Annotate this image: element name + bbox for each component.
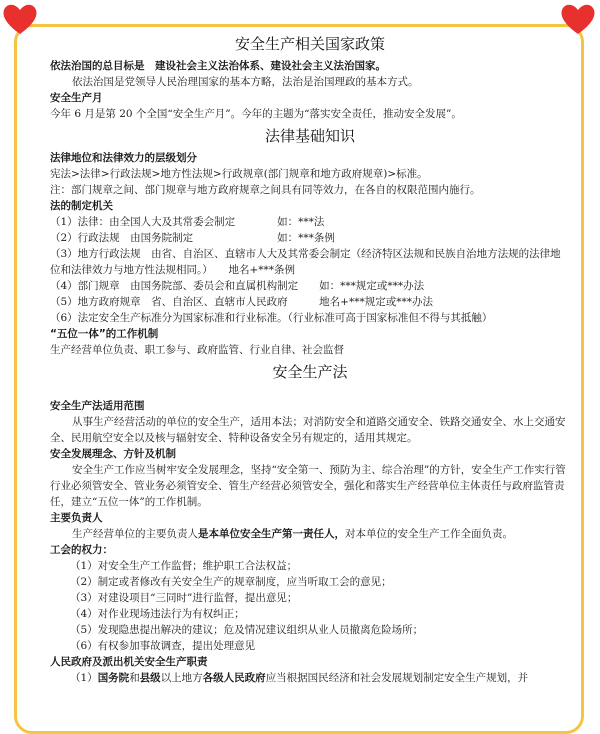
scope-heading: 安全生产法适用范围 bbox=[50, 400, 145, 412]
text: 应当根据国民经济和社会发展规划制定安全生产规划，并 bbox=[265, 672, 529, 684]
list-item: （3）对建设项目“三同时”进行监督，提出意见； bbox=[70, 592, 298, 604]
hierarchy-note: 注：部门规章之间、部门规章与地方政府规章之间具有同等效力，在各自的权限范围内施行。 bbox=[50, 184, 481, 196]
section-title: 安全生产相关国家政策 bbox=[234, 35, 385, 53]
section-title: 法律基础知识 bbox=[264, 127, 355, 145]
leader-text: 生产经营单位的主要负责人 bbox=[72, 528, 198, 540]
organ-heading: 法的制定机关 bbox=[50, 200, 113, 212]
hierarchy-heading: 法律地位和法律效力的层级划分 bbox=[50, 152, 197, 164]
leader-text: 对本单位的安全生产工作全面负责。 bbox=[345, 528, 513, 540]
safety-month-description: 今年 6 月是第 20 个全国“安全生产月”。今年的主题为“落实安全责任，推动安全发展”。 bbox=[50, 108, 462, 120]
section-title: 安全生产法 bbox=[272, 363, 348, 381]
list-item: （6）有权参加事故调查，提出处理意见 bbox=[70, 640, 256, 652]
item-number: （1） bbox=[70, 672, 98, 684]
list-item: （5）地方政府规章 省、自治区、直辖市人民政府 地名+***规定或***办法 bbox=[50, 296, 433, 308]
emphasis: 各级人民政府 bbox=[202, 672, 266, 684]
scope-description: 从事生产经营活动的单位的安全生产，适用本法；对消防安全和道路交通安全、铁路交通安全、水上交通安全、民用航空安全以及核与辐射安全、特种设备安全另有规定的，适用其规定。 bbox=[50, 416, 566, 444]
heart-icon bbox=[2, 2, 38, 36]
hierarchy-line: 宪法>法律>行政法规>地方性法规>行政规章(部门规章和地方政府规章)>标准。 bbox=[50, 168, 428, 180]
government-item bbox=[50, 670, 570, 686]
leader-description bbox=[50, 526, 570, 542]
government-heading: 人民政府及派出机关安全生产职责 bbox=[50, 656, 208, 668]
list-item: （4）部门规章 由国务院部、委员会和直属机构制定 如：***规定或***办法 bbox=[50, 280, 425, 292]
list-item: （6）法定安全生产标准分为国家标准和行业标准。（行业标准可高于国家标准但不得与其抵触） bbox=[50, 312, 493, 324]
document-content bbox=[50, 34, 570, 686]
five-in-one-description: 生产经营单位负责、职工参与、政府监管、行业自律、社会监督 bbox=[50, 344, 344, 356]
text: 以上地方 bbox=[160, 672, 203, 684]
list-item: （2）行政法规 由国务院制定 如：***条例 bbox=[50, 232, 335, 244]
list-item: （4）对作业现场违法行为有权纠正； bbox=[70, 608, 245, 620]
goal-description: 依法治国是党领导人民治理国家的基本方略，法治是治国理政的基本方式。 bbox=[72, 76, 419, 88]
text: 和 bbox=[129, 672, 140, 684]
leader-emphasis: 是本单位安全生产第一责任人， bbox=[198, 528, 345, 540]
heart-icon bbox=[560, 2, 596, 36]
list-item: （1）对安全生产工作监督；维护职工合法权益； bbox=[70, 560, 298, 572]
leader-heading: 主要负责人 bbox=[50, 512, 103, 524]
emphasis: 县级 bbox=[139, 672, 161, 684]
concept-description: 安全生产工作应当树牢安全发展理念，坚持“安全第一、预防为主、综合治理”的方针，安全生产工作实行管行业必须管安全、管业务必须管安全、管生产经营必须管安全，强化和落实生产经营单位主体责任与政府监管责任，建立“五位一体”的工作机制。 bbox=[50, 464, 566, 508]
goal-line: 依法治国的总目标是 建设社会主义法治体系、建设社会主义法治国家。 bbox=[50, 60, 386, 72]
concept-heading: 安全发展理念、方针及机制 bbox=[50, 448, 176, 460]
list-item: （5）发现隐患提出解决的建议；危及情况建议组织从业人员撤离危险场所； bbox=[70, 624, 424, 636]
list-item: （2）制定或者修改有关安全生产的规章制度，应当听取工会的意见； bbox=[70, 576, 392, 588]
emphasis: 国务院 bbox=[97, 672, 130, 684]
five-in-one-heading: “五位一体”的工作机制 bbox=[50, 328, 159, 340]
union-heading: 工会的权力： bbox=[50, 544, 113, 556]
safety-month-heading: 安全生产月 bbox=[50, 92, 103, 104]
list-item: （3）地方行政法规 由省、自治区、直辖市人大及其常委会制定（经济特区法规和民族自治地方法规的法律地位和法律效力与地方性法规相同。） 地名+***条例 bbox=[50, 248, 561, 276]
list-item: （1）法律：由全国人大及其常委会制定 如：***法 bbox=[50, 216, 325, 228]
